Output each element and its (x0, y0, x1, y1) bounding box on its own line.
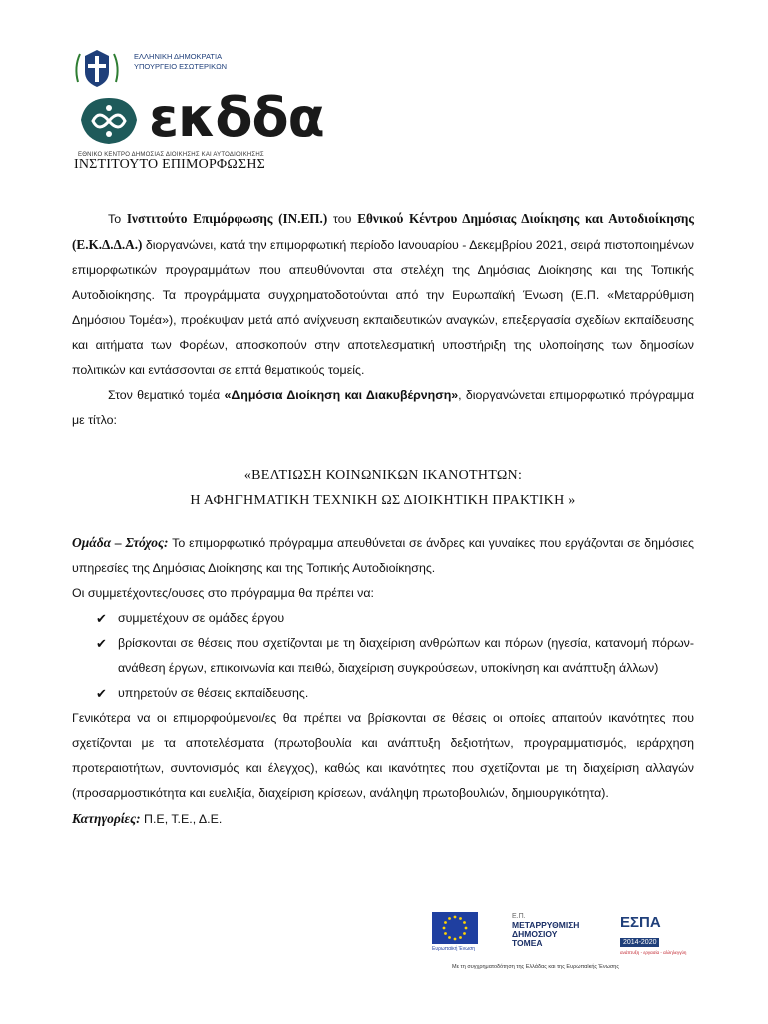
gov-line2: ΥΠΟΥΡΓΕΙΟ ΕΣΩΤΕΡΙΚΩΝ (134, 62, 228, 71)
gov-line1: ΕΛΛΗΝΙΚΗ ΔΗΜΟΚΡΑΤΙΑ (134, 52, 223, 61)
program-title-line2: Η ΑΦΗΓΗΜΑΤΙΚΗ ΤΕΧΝΙΚΗ ΩΣ ΔΙΟΙΚΗΤΙΚΗ ΠΡΑΚΤΙΚΗ » (190, 493, 576, 508)
intro-paragraph (72, 206, 694, 383)
eu-logo (432, 912, 478, 958)
program-title (72, 463, 694, 513)
theme-name: «Δημόσια Διοίκηση και Διακυβέρνηση» (224, 388, 459, 402)
ep-line1: ΜΕΤΑΡΡΥΘΜΙΣΗ (512, 920, 580, 930)
checkmark-icon: ✔ (96, 636, 107, 651)
ekdda-name: Εθνικού Κέντρου Δημόσιας Διοίκησης και Αυτοδιοίκησης (Ε.Κ.Δ.Δ.Α.) (72, 211, 694, 252)
espa-logo (620, 914, 690, 954)
target-text: Το επιμορφωτικό πρόγραμμα απευθύνεται σε άνδρες και γυναίκες που εργάζονται σε δημόσιες υπηρεσίες της Δημόσιας Διοίκησης και της Τοπικής Αυτοδιοίκησης. (72, 536, 694, 575)
theme-text-c: , διοργανώνεται επιμορφωτικό πρόγραμμα με τίτλο: (72, 388, 694, 427)
ekdda-logo (75, 86, 324, 162)
target-label: Ομάδα – Στόχος: (72, 535, 169, 550)
ep-line2: ΔΗΜΟΣΙΟΥ (512, 929, 558, 939)
list-item-text: υπηρετούν σε θέσεις εκπαίδευσης. (118, 686, 309, 700)
greek-emblem-icon (72, 42, 122, 92)
eu-caption: Ευρωπαϊκή Ένωση (432, 946, 475, 952)
intro-section (72, 206, 694, 433)
program-title-line1: «ΒΕΛΤΙΩΣΗ ΚΟΙΝΩΝΙΚΩΝ ΙΚΑΝΟΤΗΤΩΝ: (243, 468, 523, 483)
categories-label: Κατηγορίες: (72, 811, 141, 826)
intro-text-e: διοργανώνει, κατά την επιμορφωτική περίοδο Ιανουαρίου - Δεκεμβρίου 2021, σειρά πιστοποιημένων επιμορφωτικών προγραμμάτων που απευθύνονται στα στελέχη της Δημόσιας Διοίκησης και της Τοπικής Αυτοδιοίκησης. Τα προγράμματα συγχρηματοδοτούνται από την Ευρωπαϊκή Ένωση (Ε.Π. «Μεταρρύθμιση Δημόσιου Τομέα»), προέκυψαν μετά από ανίχνευση εκπαιδευτικών αναγκών, επεξεργασία σχεδίων εκπαίδευσης και αιτήματα των Φορέων, αποσκοπούν στην αποτελεσματική υποστήριξη της υλοποίησης των δημοσίων πολιτικών και εντάσσονται σε επτά θεματικούς τομείς. (72, 238, 694, 377)
eu-flag-icon (432, 912, 478, 944)
theme-paragraph (72, 383, 694, 433)
checkmark-icon: ✔ (96, 686, 107, 701)
ep-small: Ε.Π. (512, 913, 526, 920)
list-item-text: συμμετέχουν σε ομάδες έργου (118, 611, 285, 625)
funding-footer (424, 912, 694, 972)
ekdda-wordmark: εκδδα (149, 86, 324, 149)
participants-intro: Οι συμμετέχοντες/ουσες στο πρόγραμμα θα πρέπει να: (72, 586, 374, 600)
requirements-list (72, 606, 694, 706)
intro-text-c: του (327, 212, 358, 226)
ministry-text (134, 52, 227, 72)
list-item (72, 681, 694, 706)
checkmark-icon: ✔ (96, 611, 107, 626)
categories-line (72, 806, 694, 832)
list-item-text: βρίσκονται σε θέσεις που σχετίζονται με τη διαχείριση ανθρώπων και πόρων (ηγεσία, κατανομή πόρων-ανάθεση έργων, επικοινωνία και πειθώ, διαχείριση συγκρούσεων, υποκίνηση και ανάπτυξη άλλων) (118, 636, 694, 675)
intro-text-a: Το (108, 212, 127, 226)
funding-caption: Με τη συγχρηματοδότηση της Ελλάδας και της Ευρωπαϊκής Ένωσης (452, 964, 620, 970)
target-section (72, 530, 694, 832)
ep-line3: ΤΟΜΕΑ (512, 938, 543, 948)
list-item (72, 631, 694, 681)
ekdda-knot-icon (75, 94, 143, 148)
general-paragraph: Γενικότερα να οι επιμορφούμενοι/ες θα πρέπει να βρίσκονται σε θέσεις οι οποίες απαιτούν ικανότητες που σχετίζονται με τα αποτελέσματα (πρωτοβουλία και ανάπτυξη δεξιοτήτων, προγραμματισμός, ιεράρχηση προτεραιοτήτων, συντονισμός και έλεγχος), καθώς και ικανότητες που σχετίζονται με τη διαχείριση αλλαγών (προσαρμοστικότητα και ευελιξία, διαχείριση κρίσεων, ανάληψη πρωτοβουλιών, δημιουργικότητα). (72, 711, 694, 800)
institute-name: Ινστιτούτο Επιμόρφωσης (ΙΝ.ΕΠ.) (126, 211, 328, 226)
categories-value: Π.Ε, Τ.Ε., Δ.Ε. (140, 812, 223, 826)
ekdda-subtitle: ΕΘΝΙΚΟ ΚΕΝΤΡΟ ΔΗΜΟΣΙΑΣ ΔΙΟΙΚΗΣΗΣ ΚΑΙ ΑΥΤΟΔΙΟΙΚΗΣΗΣ (78, 152, 264, 158)
espa-years: 2014-2020 (620, 938, 659, 947)
ep-logo (512, 912, 604, 948)
theme-text-a: Στον θεματικό τομέα (108, 388, 225, 402)
target-paragraph (72, 530, 694, 581)
institute-heading: ΙΝΣΤΙΤΟΥΤΟ ΕΠΙΜΟΡΦΩΣΗΣ (74, 157, 265, 172)
espa-sub: ανάπτυξη - εργασία - αλληλεγγύη (620, 950, 687, 955)
ministry-logo (72, 42, 252, 92)
espa-word: ΕΣΠΑ (620, 914, 661, 931)
list-item (72, 606, 694, 631)
